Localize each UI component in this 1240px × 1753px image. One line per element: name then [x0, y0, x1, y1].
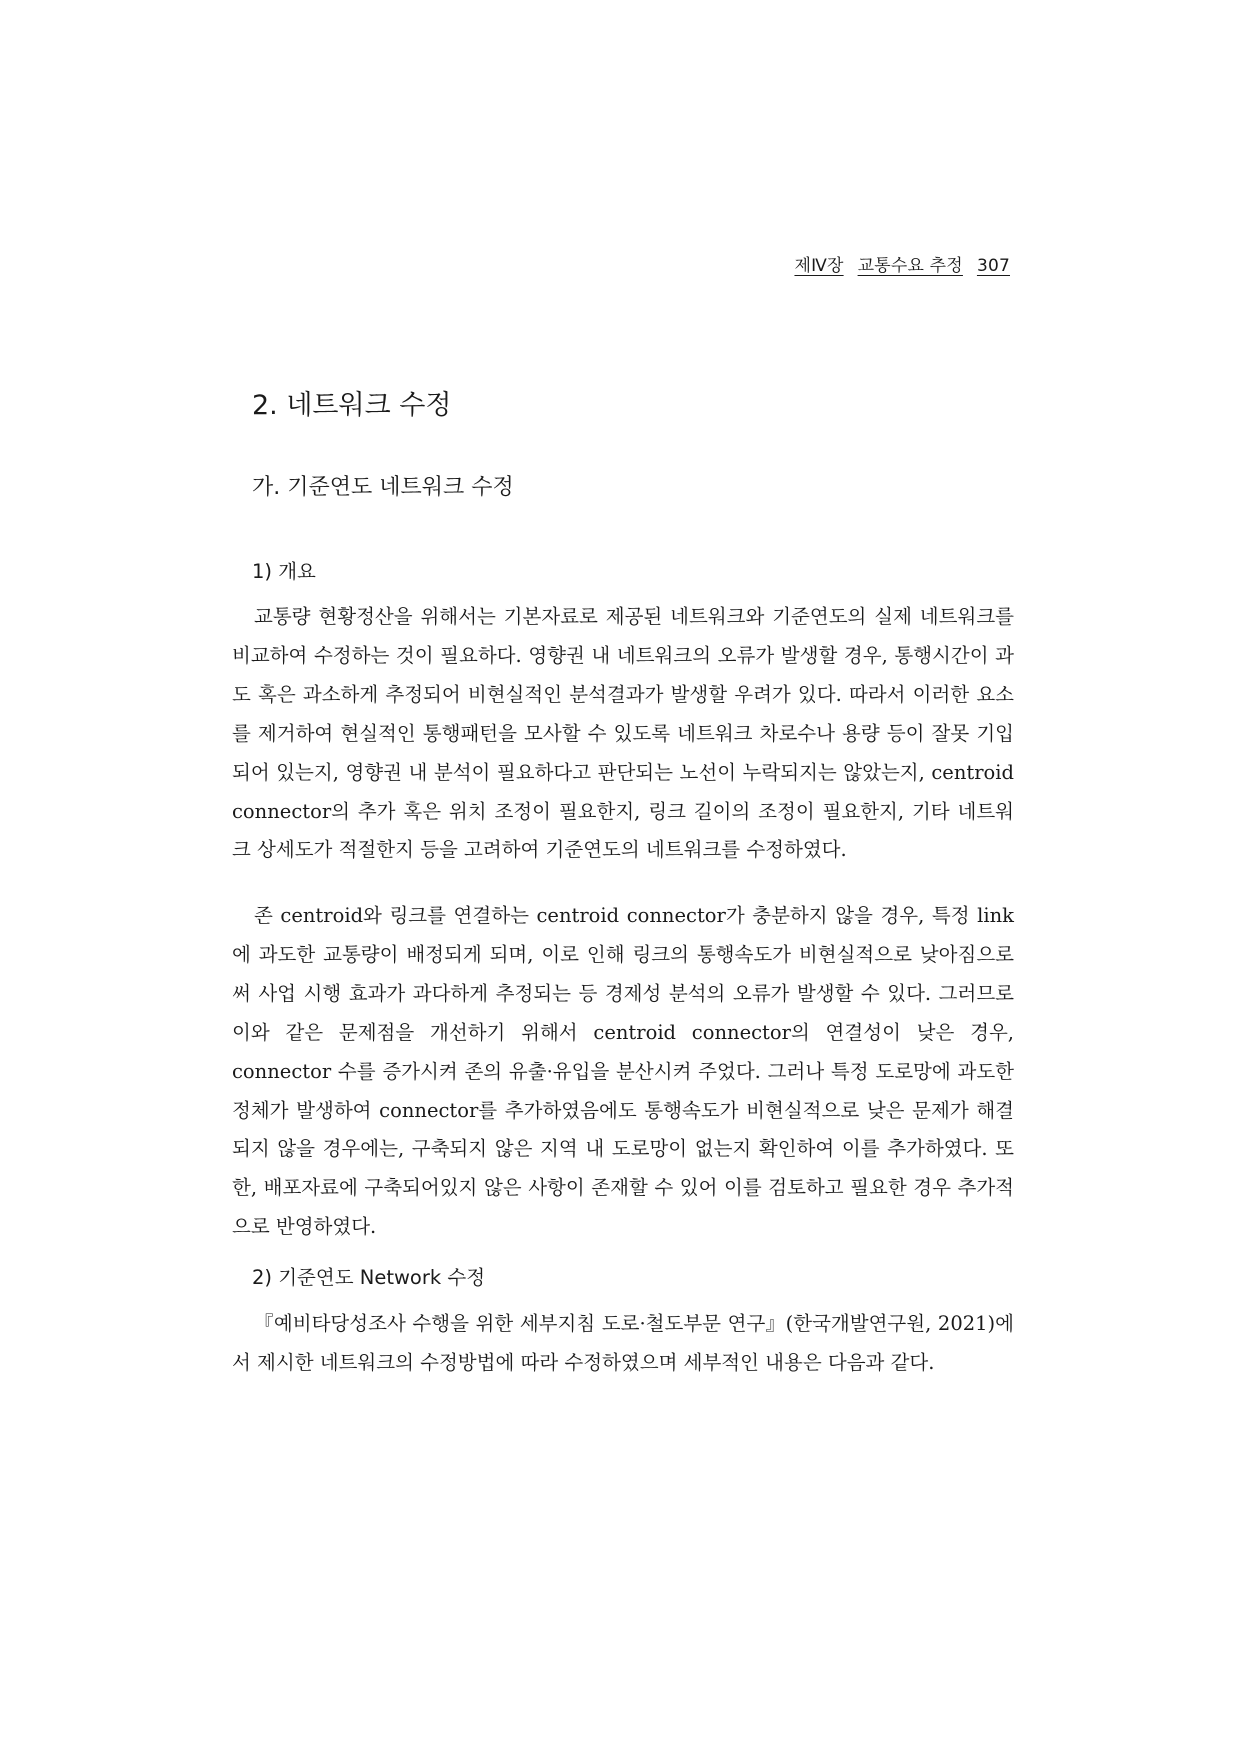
- chapter-title: 교통수요 추정: [857, 256, 963, 276]
- section-title: 2. 네트워크 수정: [252, 390, 452, 421]
- item-heading-overview: 1) 개요: [252, 560, 316, 583]
- subsection-title: 가. 기준연도 네트워크 수정: [252, 475, 514, 500]
- body-paragraph: 교통량 현황정산을 위해서는 기본자료로 제공된 네트워크와 기준연도의 실제 네트워크를 비교하여 수정하는 것이 필요하다. 영향권 내 네트워크의 오류가 발생할 경우, 통행시간이 과도 혹은 과소하게 추정되어 비현실적인 분석결과가 발생할 우려가 있다. 따라서 이러한 요소를 제거하여 현실적인 통행패턴을 모사할 수 있도록 네트워크 차로수나 용량 등이 잘못 기입되어 있는지, 영향권 내 분석이 필요하다고 판단되는 노선이 누락되지는 않았는지, centroid connector의 추가 혹은 위치 조정이 필요한지, 링크 길이의 조정이 필요한지, 기타 네트워크 상세도가 적절한지 등을 고려하여 기준연도의 네트워크를 수정하였다.: [232, 605, 1014, 862]
- body-paragraph: 존 centroid와 링크를 연결하는 centroid connector가 충분하지 않을 경우, 특정 link에 과도한 교통량이 배정되게 되며, 이로 인해 링크의 통행속도가 비현실적으로 낮아짐으로써 사업 시행 효과가 과다하게 추정되는 등 경제성 분석의 오류가 발생할 수 있다. 그러므로 이와 같은 문제점을 개선하기 위해서 centroid connector의 연결성이 낮은 경우, connector 수를 증가시켜 존의 유출·유입을 분산시켜 주었다. 그러나 특정 도로망에 과도한 정체가 발생하여 connector를 추가하였음에도 통행속도가 비현실적으로 낮은 문제가 해결되지 않을 경우에는, 구축되지 않은 지역 내 도로망이 없는지 확인하여 이를 추가하였다. 또한, 배포자료에 구축되어있지 않은 사항이 존재할 수 있어 이를 검토하고 필요한 경우 추가적으로 반영하였다.: [232, 904, 1014, 1239]
- body-paragraph: 『예비타당성조사 수행을 위한 세부지침 도로·철도부문 연구』(한국개발연구원, 2021)에서 제시한 네트워크의 수정방법에 따라 수정하였으며 세부적인 내용은 다음과 같다.: [232, 1312, 1014, 1374]
- chapter-label: 제Ⅳ장: [794, 256, 844, 276]
- item-heading-network-revision: 2) 기준연도 Network 수정: [252, 1266, 486, 1289]
- running-header: [794, 251, 1010, 276]
- page-number: 307: [976, 256, 1010, 276]
